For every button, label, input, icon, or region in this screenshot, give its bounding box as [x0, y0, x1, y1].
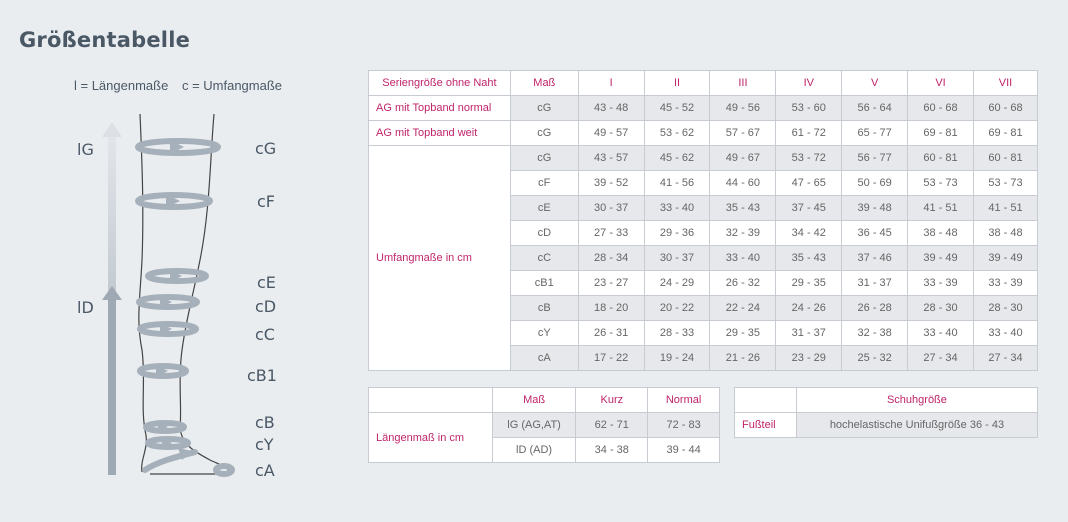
size-value: 28 - 33 — [644, 321, 710, 346]
size-value: 25 - 32 — [842, 346, 908, 371]
label-cb1: cB1 — [247, 366, 277, 385]
size-row-label: AG mit Topband weit — [369, 121, 511, 146]
size-value: 37 - 46 — [842, 246, 908, 271]
size-value: 35 - 43 — [776, 246, 842, 271]
size-value: 50 - 69 — [842, 171, 908, 196]
size-value: 53 - 73 — [908, 171, 974, 196]
length-table — [368, 387, 720, 463]
size-value: 27 - 34 — [973, 346, 1037, 371]
size-value: 19 - 24 — [644, 346, 710, 371]
size-row-label: AG mit Topband normal — [369, 96, 511, 121]
size-value: 49 - 67 — [710, 146, 776, 171]
length-header-empty — [369, 388, 493, 413]
size-value: 33 - 40 — [973, 321, 1037, 346]
size-value: 33 - 40 — [710, 246, 776, 271]
size-value: 43 - 57 — [578, 146, 644, 171]
size-value: 29 - 35 — [776, 271, 842, 296]
size-value: 31 - 37 — [776, 321, 842, 346]
size-value: 45 - 62 — [644, 146, 710, 171]
size-value: 20 - 22 — [644, 296, 710, 321]
ld-arrow-head — [102, 286, 122, 300]
size-value: 34 - 42 — [776, 221, 842, 246]
size-value: 60 - 68 — [908, 96, 974, 121]
label-cd: cD — [255, 297, 277, 316]
size-value: 29 - 36 — [644, 221, 710, 246]
size-value: 53 - 72 — [776, 146, 842, 171]
size-value: 17 - 22 — [578, 346, 644, 371]
length-value: 34 - 38 — [576, 438, 648, 463]
size-value: 33 - 40 — [644, 196, 710, 221]
label-cg: cG — [255, 139, 277, 158]
size-value: 30 - 37 — [578, 196, 644, 221]
size-value: 53 - 62 — [644, 121, 710, 146]
size-mass: cG — [510, 146, 578, 171]
label-cc: cC — [255, 325, 275, 344]
size-value: 27 - 34 — [908, 346, 974, 371]
shoe-row-label: Fußteil — [735, 413, 797, 438]
size-mass: cB — [510, 296, 578, 321]
size-value: 45 - 52 — [644, 96, 710, 121]
size-value: 49 - 56 — [710, 96, 776, 121]
length-row-label: Längenmaß in cm — [369, 413, 493, 463]
size-value: 21 - 26 — [710, 346, 776, 371]
length-header-kurz: Kurz — [576, 388, 648, 413]
size-mass: cA — [510, 346, 578, 371]
shoe-header-empty — [735, 388, 797, 413]
size-value: 41 - 56 — [644, 171, 710, 196]
size-value: 39 - 49 — [973, 246, 1037, 271]
size-value: 39 - 48 — [842, 196, 908, 221]
size-value: 32 - 39 — [710, 221, 776, 246]
size-header-cell: III — [710, 71, 776, 96]
size-mass: cD — [510, 221, 578, 246]
length-header-mass: Maß — [492, 388, 576, 413]
measure-legend — [74, 78, 292, 93]
size-value: 33 - 39 — [973, 271, 1037, 296]
size-value: 39 - 49 — [908, 246, 974, 271]
size-header-cell: V — [842, 71, 908, 96]
size-value: 28 - 34 — [578, 246, 644, 271]
table-row — [735, 413, 1038, 438]
size-value: 56 - 64 — [842, 96, 908, 121]
size-value: 23 - 27 — [578, 271, 644, 296]
legend-length: l = Längenmaße — [74, 78, 169, 93]
size-value: 26 - 31 — [578, 321, 644, 346]
size-value: 22 - 24 — [710, 296, 776, 321]
shoe-value: hochelastische Unifußgröße 36 - 43 — [796, 413, 1037, 438]
size-value: 38 - 48 — [973, 221, 1037, 246]
size-mass: cC — [510, 246, 578, 271]
size-header-cell: Maß — [510, 71, 578, 96]
size-value: 41 - 51 — [973, 196, 1037, 221]
size-value: 39 - 52 — [578, 171, 644, 196]
size-value: 37 - 45 — [776, 196, 842, 221]
size-value: 35 - 43 — [710, 196, 776, 221]
label-cb: cB — [255, 413, 275, 432]
shoe-header-size: Schuhgröße — [796, 388, 1037, 413]
table-row — [369, 413, 720, 438]
size-value: 23 - 29 — [776, 346, 842, 371]
size-value: 56 - 77 — [842, 146, 908, 171]
label-ld: lD — [77, 298, 94, 317]
length-table-header — [369, 388, 720, 413]
size-mass: cG — [510, 121, 578, 146]
size-header-cell: Seriengröße ohne Naht — [369, 71, 511, 96]
size-mass: cY — [510, 321, 578, 346]
size-table-header — [369, 71, 1038, 96]
ld-arrow — [108, 300, 116, 475]
size-value: 30 - 37 — [644, 246, 710, 271]
size-value: 36 - 45 — [842, 221, 908, 246]
label-ce: cE — [257, 273, 276, 292]
size-value: 28 - 30 — [973, 296, 1037, 321]
length-header-normal: Normal — [648, 388, 720, 413]
leg-outline — [139, 114, 229, 474]
size-value: 60 - 81 — [973, 146, 1037, 171]
table-row — [369, 146, 1038, 171]
size-value: 33 - 39 — [908, 271, 974, 296]
size-value: 69 - 81 — [973, 121, 1037, 146]
size-header-cell: II — [644, 71, 710, 96]
size-value: 28 - 30 — [908, 296, 974, 321]
size-value: 24 - 26 — [776, 296, 842, 321]
length-value: 39 - 44 — [648, 438, 720, 463]
size-value: 60 - 81 — [908, 146, 974, 171]
size-value: 29 - 35 — [710, 321, 776, 346]
size-mass: cF — [510, 171, 578, 196]
length-value: 72 - 83 — [648, 413, 720, 438]
size-value: 24 - 29 — [644, 271, 710, 296]
page-title: Größentabelle — [19, 28, 191, 52]
size-header-cell: VII — [973, 71, 1037, 96]
size-value: 31 - 37 — [842, 271, 908, 296]
size-mass: cG — [510, 96, 578, 121]
size-header-cell: VI — [908, 71, 974, 96]
table-row — [369, 121, 1038, 146]
band-ca-foot — [216, 466, 232, 474]
size-mass: cB1 — [510, 271, 578, 296]
size-value: 65 - 77 — [842, 121, 908, 146]
size-value: 47 - 65 — [776, 171, 842, 196]
size-value: 53 - 73 — [973, 171, 1037, 196]
size-value: 18 - 20 — [578, 296, 644, 321]
label-ca: cA — [255, 461, 275, 480]
label-cf: cF — [257, 192, 275, 211]
legend-circumference: c = Umfangmaße — [181, 78, 283, 93]
size-header-cell: I — [578, 71, 644, 96]
size-header-cell: IV — [776, 71, 842, 96]
length-value: 62 - 71 — [576, 413, 648, 438]
size-value: 32 - 38 — [842, 321, 908, 346]
shoe-table-header — [735, 388, 1038, 413]
size-value: 53 - 60 — [776, 96, 842, 121]
size-value: 49 - 57 — [578, 121, 644, 146]
lg-arrow-head — [102, 122, 122, 137]
size-value: 43 - 48 — [578, 96, 644, 121]
size-value: 69 - 81 — [908, 121, 974, 146]
size-value: 27 - 33 — [578, 221, 644, 246]
size-value: 26 - 28 — [842, 296, 908, 321]
size-group-label: Umfangmaße in cm — [369, 146, 511, 371]
size-value: 41 - 51 — [908, 196, 974, 221]
size-value: 61 - 72 — [776, 121, 842, 146]
size-mass: cE — [510, 196, 578, 221]
size-value: 57 - 67 — [710, 121, 776, 146]
size-value: 60 - 68 — [973, 96, 1037, 121]
label-lg: lG — [77, 140, 94, 159]
length-mass: lD (AD) — [492, 438, 576, 463]
size-value: 33 - 40 — [908, 321, 974, 346]
size-value: 44 - 60 — [710, 171, 776, 196]
label-cy: cY — [255, 435, 274, 454]
size-value: 38 - 48 — [908, 221, 974, 246]
shoe-table — [734, 387, 1038, 438]
size-value: 26 - 32 — [710, 271, 776, 296]
size-table — [368, 70, 1038, 371]
table-row — [369, 96, 1038, 121]
length-mass: lG (AG,AT) — [492, 413, 576, 438]
